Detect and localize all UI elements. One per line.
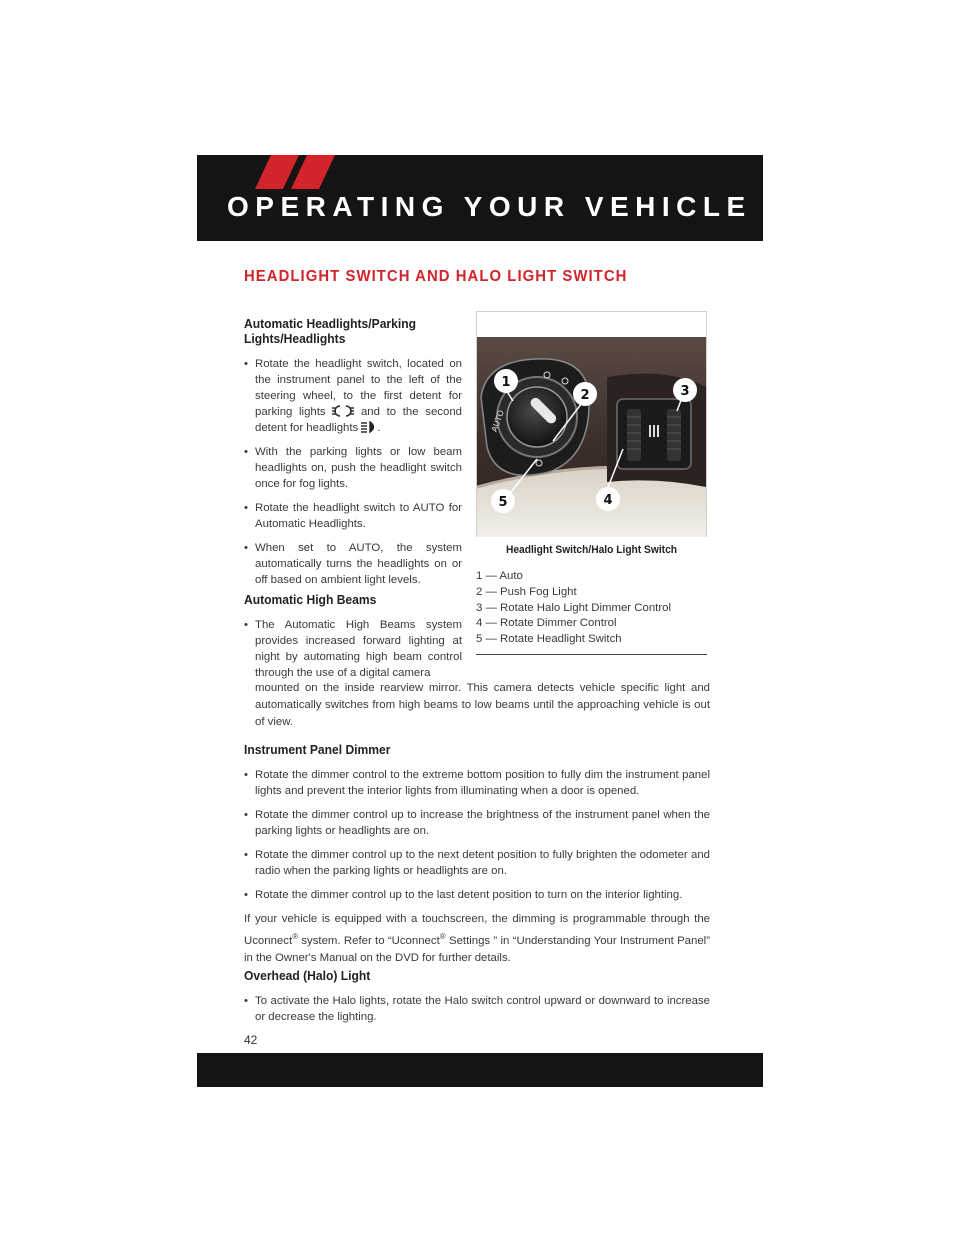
auto-headlights-bullet-2: • With the parking lights or low beam headlights on, push the headlight switch once for fog lights.: [244, 444, 462, 492]
high-beams-bullet-1: • The Automatic High Beams system provides increased forward lighting at night by automating high beam control through the use of a digital camera: [244, 617, 462, 681]
callout-1: 1: [501, 375, 511, 390]
legend-item: 3 — Rotate Halo Light Dimmer Control: [476, 601, 671, 614]
page-heading: HEADLIGHT SWITCH AND HALO LIGHT SWITCH: [244, 268, 628, 285]
callout-2: 2: [580, 388, 590, 403]
callout-4: 4: [603, 493, 613, 508]
auto-headlights-bullet-1: • Rotate the headlight switch, located on the instrument panel to the left of the steering wheel, to the first detent for parking lights and to the second detent for headlights .: [244, 356, 462, 436]
auto-headlights-section: [244, 316, 462, 596]
parking-lights-icon: [332, 405, 354, 417]
high-beams-bullet-1-continued: mounted on the inside rearview mirror. This camera detects vehicle specific light and automatically switches from high beams to low beams until the approaching vehicle is out of view.: [255, 682, 710, 728]
dimmer-bullet-1: • Rotate the dimmer control to the extreme bottom position to fully dim the instrument panel lights and prevent the interior lights from illuminating when a door is opened.: [244, 767, 710, 799]
dimmer-touchscreen-paragraph: If your vehicle is equipped with a touchscreen, the dimming is programmable through the Uconnect® system. Refer to “Uconnect® Settings ” in “Understanding Your Instrument Panel” in the Owner's Manual on the DVD for further details.: [244, 913, 711, 964]
high-beams-section: [244, 592, 462, 681]
legend-item: 4 — Rotate Dimmer Control: [476, 617, 617, 630]
high-beams-continued: [244, 680, 710, 731]
figure-caption: Headlight Switch/Halo Light Switch: [505, 544, 678, 556]
callout-3: 3: [680, 384, 690, 399]
halo-title: Overhead (Halo) Light: [244, 968, 371, 983]
dimmer-bullet-4: • Rotate the dimmer control up to the last detent position to turn on the interior lighting.: [244, 887, 710, 903]
halo-bullet-1: • To activate the Halo lights, rotate the Halo switch control upward or downward to increase or decrease the lighting.: [244, 993, 710, 1025]
legend-item: 2 — Push Fog Light: [476, 585, 577, 598]
dimmer-bullet-2: • Rotate the dimmer control up to increase the brightness of the instrument panel when the parking lights or headlights are on.: [244, 807, 710, 839]
dimmer-title: Instrument Panel Dimmer: [244, 742, 391, 757]
high-beams-title: Automatic High Beams: [244, 592, 377, 607]
footer-band: [197, 1053, 763, 1087]
headlights-icon: [361, 421, 377, 433]
halo-section: [244, 968, 710, 1033]
legend-item: 5 — Rotate Headlight Switch: [476, 633, 622, 646]
headlight-switch-photo: [477, 337, 706, 537]
dimmer-section: [244, 742, 710, 967]
section-title: OPERATING YOUR VEHICLE: [227, 191, 752, 222]
auto-headlights-title: Automatic Headlights/Parking Lights/Headlights: [244, 316, 416, 346]
figure-legend: [476, 569, 707, 655]
auto-headlights-bullet-3: • Rotate the headlight switch to AUTO for Automatic Headlights.: [244, 500, 462, 532]
dimmer-bullet-3: • Rotate the dimmer control up to the next detent position to fully brighten the odometer and radio when the parking lights or headlights are on.: [244, 847, 710, 879]
section-header-band: [197, 155, 763, 241]
brand-stripes-icon: [255, 155, 345, 189]
auto-headlights-bullet-4: • When set to AUTO, the system automatically turns the headlights on or off based on ambient light levels.: [244, 540, 462, 588]
legend-item: 1 — Auto: [476, 570, 523, 582]
auto-dial-label: AUTO: [489, 408, 506, 434]
page-number: 42: [244, 1033, 258, 1047]
headlight-switch-figure: [476, 311, 707, 537]
callout-5: 5: [498, 495, 508, 510]
